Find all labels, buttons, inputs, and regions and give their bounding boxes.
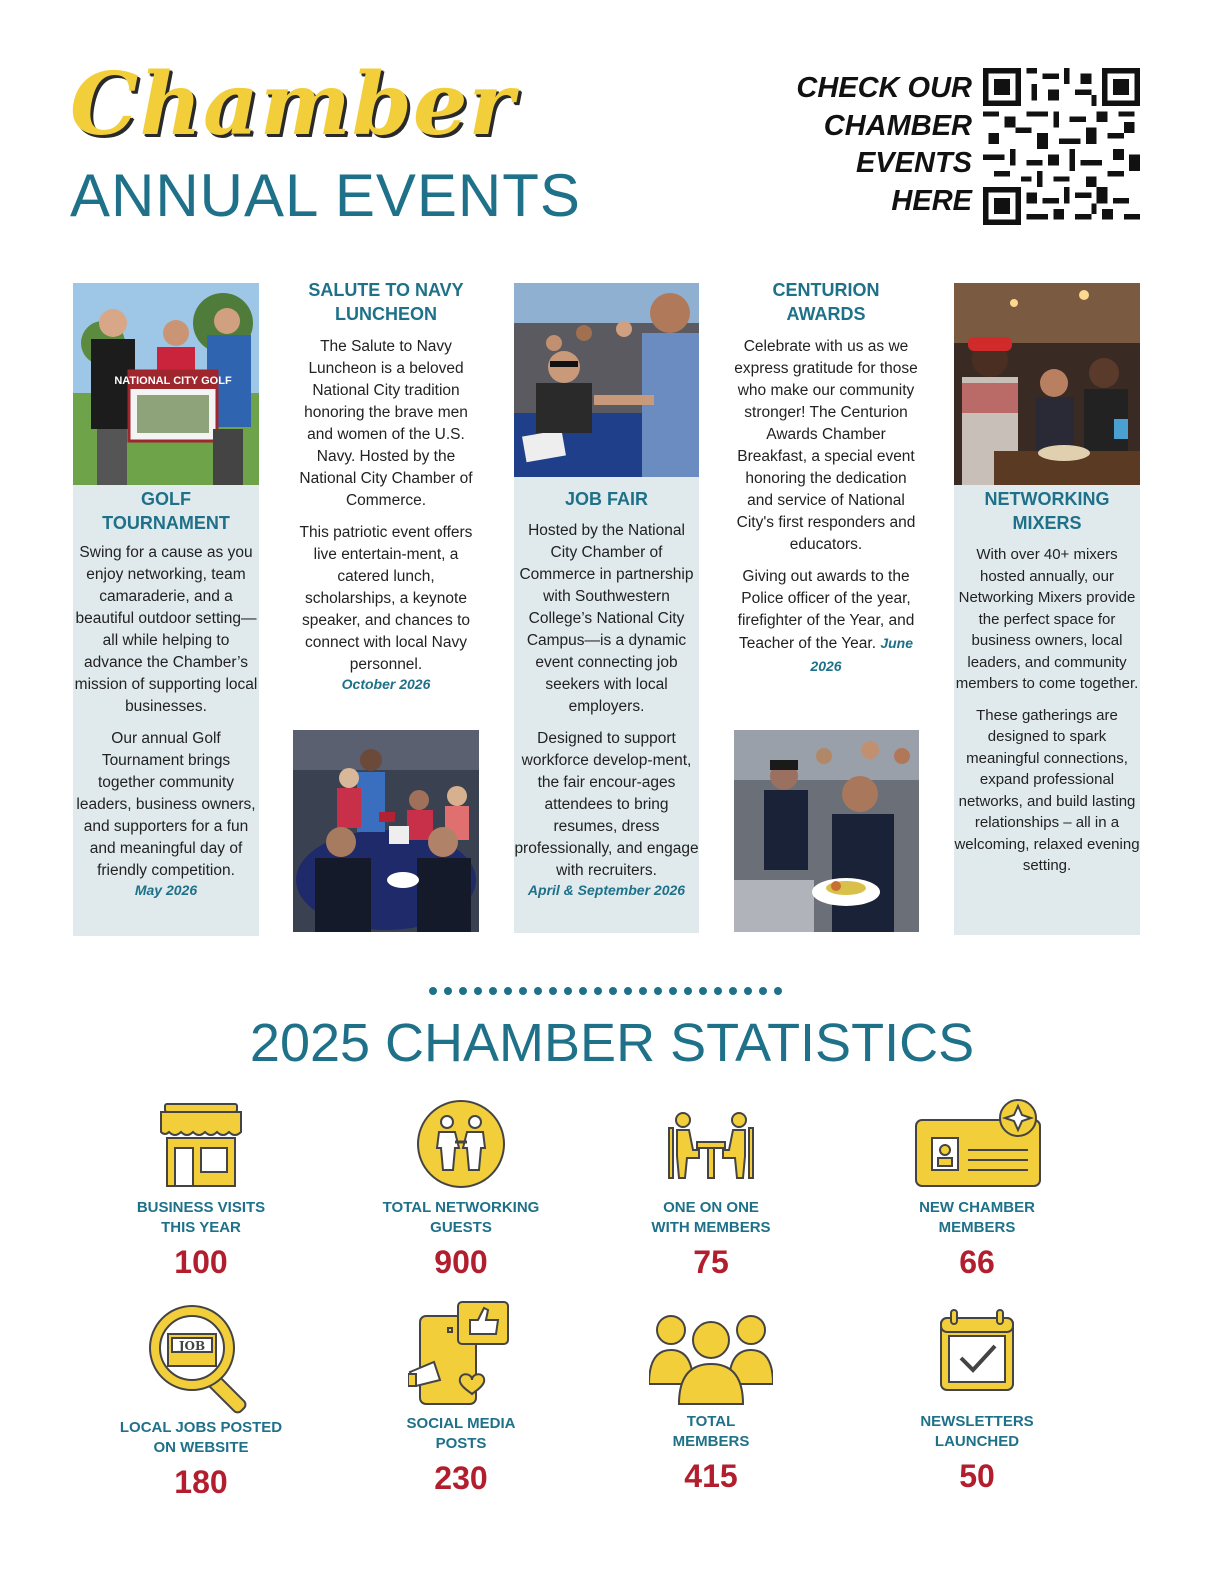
qr-caption-line: EVENTS [855, 147, 972, 179]
page-title: Chamber [70, 54, 515, 155]
event-title: GOLF TOURNAMENT [102, 489, 230, 533]
job-search-icon [144, 1300, 258, 1414]
event-golf-content [73, 487, 259, 898]
member-card-icon [912, 1098, 1042, 1190]
event-job-fair-content [514, 487, 699, 898]
qr-code[interactable] [983, 68, 1140, 225]
centurion-photo [734, 730, 919, 932]
stat-total-members [601, 1310, 821, 1494]
event-description: Swing for a cause as you enjoy networking, team camaraderie, and a beautiful outdoor setting—all while helping to advance the Chamber’s mission of supporting local businesses. Our annual Golf Tournament brings together community leaders, business owners, and supporters for a fun and meaningful day of friendly competition. [74, 544, 258, 879]
stat-value: 900 [434, 1244, 488, 1280]
handshake-icon [415, 1098, 507, 1190]
stat-social-media [351, 1298, 571, 1496]
event-description: With over 40+ mixers hosted annually, our Networking Mixers provide the perfect space for business owners, local leaders, and community members to come together. These gatherings are designed to spark meaningful connections, expand professional networks, and build lasting relationships – all in a welcoming, relaxed evening setting. [954, 546, 1140, 874]
qr-caption-line: HERE [891, 184, 972, 217]
stat-value: 230 [434, 1460, 488, 1496]
event-centurion-content [733, 278, 919, 678]
calendar-check-icon [937, 1306, 1017, 1404]
event-description: The Salute to Navy Luncheon is a beloved National City tradition honoring the brave men and women of the U.S. Navy. Hosted by the National City Chamber of Commerce. This patriotic event offers live entertain-ment, a catered lunch, scholarships, a keynote speaker, and chances to connect with local Navy personnel. [299, 338, 473, 673]
stat-new-members [867, 1098, 1087, 1280]
stat-label: NEW CHAMBER MEMBERS [919, 1199, 1035, 1236]
stat-label: TOTAL MEMBERS [672, 1413, 750, 1450]
event-title: NETWORKING MIXERS [984, 489, 1110, 533]
social-media-icon [408, 1298, 514, 1408]
stat-value: 100 [174, 1244, 228, 1280]
qr-caption-line: CHECK OUR [796, 72, 972, 104]
storefront-icon [155, 1098, 247, 1190]
dotted-divider [428, 986, 788, 996]
stats-title: 2025 CHAMBER STATISTICS [249, 1013, 975, 1073]
stat-local-jobs [91, 1300, 311, 1500]
meeting-table-icon [665, 1098, 757, 1190]
event-description: Hosted by the National City Chamber of Commerce in partnership with Southwestern College’s National City Campus—is a dynamic event connecting job seekers with local employers. Designed to support workforce develop-ment, the fair encour-ages attendees to bring resumes, dress professionally, and engage with recruiters. [514, 522, 699, 879]
qr-caption [780, 70, 972, 220]
stat-networking-guests [351, 1098, 571, 1280]
event-date: June 2026 [810, 635, 914, 674]
event-title: CENTURION AWARDS [772, 280, 880, 324]
event-navy-content [293, 278, 479, 692]
stat-value: 66 [959, 1244, 995, 1280]
page-subtitle: ANNUAL EVENTS [70, 162, 581, 229]
mixer-photo [954, 283, 1140, 485]
stat-label: NEWSLETTERS LAUNCHED [920, 1413, 1034, 1450]
stat-business-visits [91, 1098, 311, 1280]
job-fair-photo [514, 283, 699, 477]
stat-value: 50 [959, 1458, 995, 1494]
stat-value: 415 [684, 1458, 738, 1494]
golf-sign-text: NATIONAL CITY GOLF [114, 375, 232, 387]
svg-text:JOB: JOB [178, 1339, 206, 1353]
stat-label: LOCAL JOBS POSTED ON WEBSITE [119, 1419, 283, 1456]
event-description: Celebrate with us as we express gratitude for those who make our community stronger! The Centurion Awards Chamber Breakfast, a special event honoring the dedication and service of National City's first responders and educators. Giving out awards to the Police officer of the year, firefighter of the Year, and Teacher of the Year. June 2026 [733, 336, 919, 678]
event-date: October 2026 [341, 676, 431, 692]
stat-label: TOTAL NETWORKING GUESTS [382, 1199, 540, 1236]
golf-photo [73, 283, 259, 485]
stat-value: 180 [174, 1464, 228, 1500]
event-mixer-content [954, 487, 1140, 877]
stat-value: 75 [693, 1244, 729, 1280]
event-title: SALUTE TO NAVY LUNCHEON [308, 280, 464, 324]
stat-newsletters [867, 1306, 1087, 1494]
stat-label: SOCIAL MEDIA POSTS [406, 1415, 516, 1452]
navy-photo [293, 730, 479, 932]
event-date: May 2026 [134, 882, 198, 898]
event-title: JOB FAIR [564, 489, 648, 509]
qr-caption-line: CHAMBER [823, 109, 972, 142]
event-description-last: Giving out awards to the Police officer of the year, firefighter of the Year, and Teacher of the Year. June 2026 [737, 568, 915, 674]
stat-label: ONE ON ONE WITH MEMBERS [651, 1199, 771, 1236]
event-date: April & September 2026 [527, 882, 686, 898]
stat-one-on-one [601, 1098, 821, 1280]
group-icon [649, 1310, 773, 1406]
stat-label: BUSINESS VISITS THIS YEAR [136, 1199, 266, 1236]
